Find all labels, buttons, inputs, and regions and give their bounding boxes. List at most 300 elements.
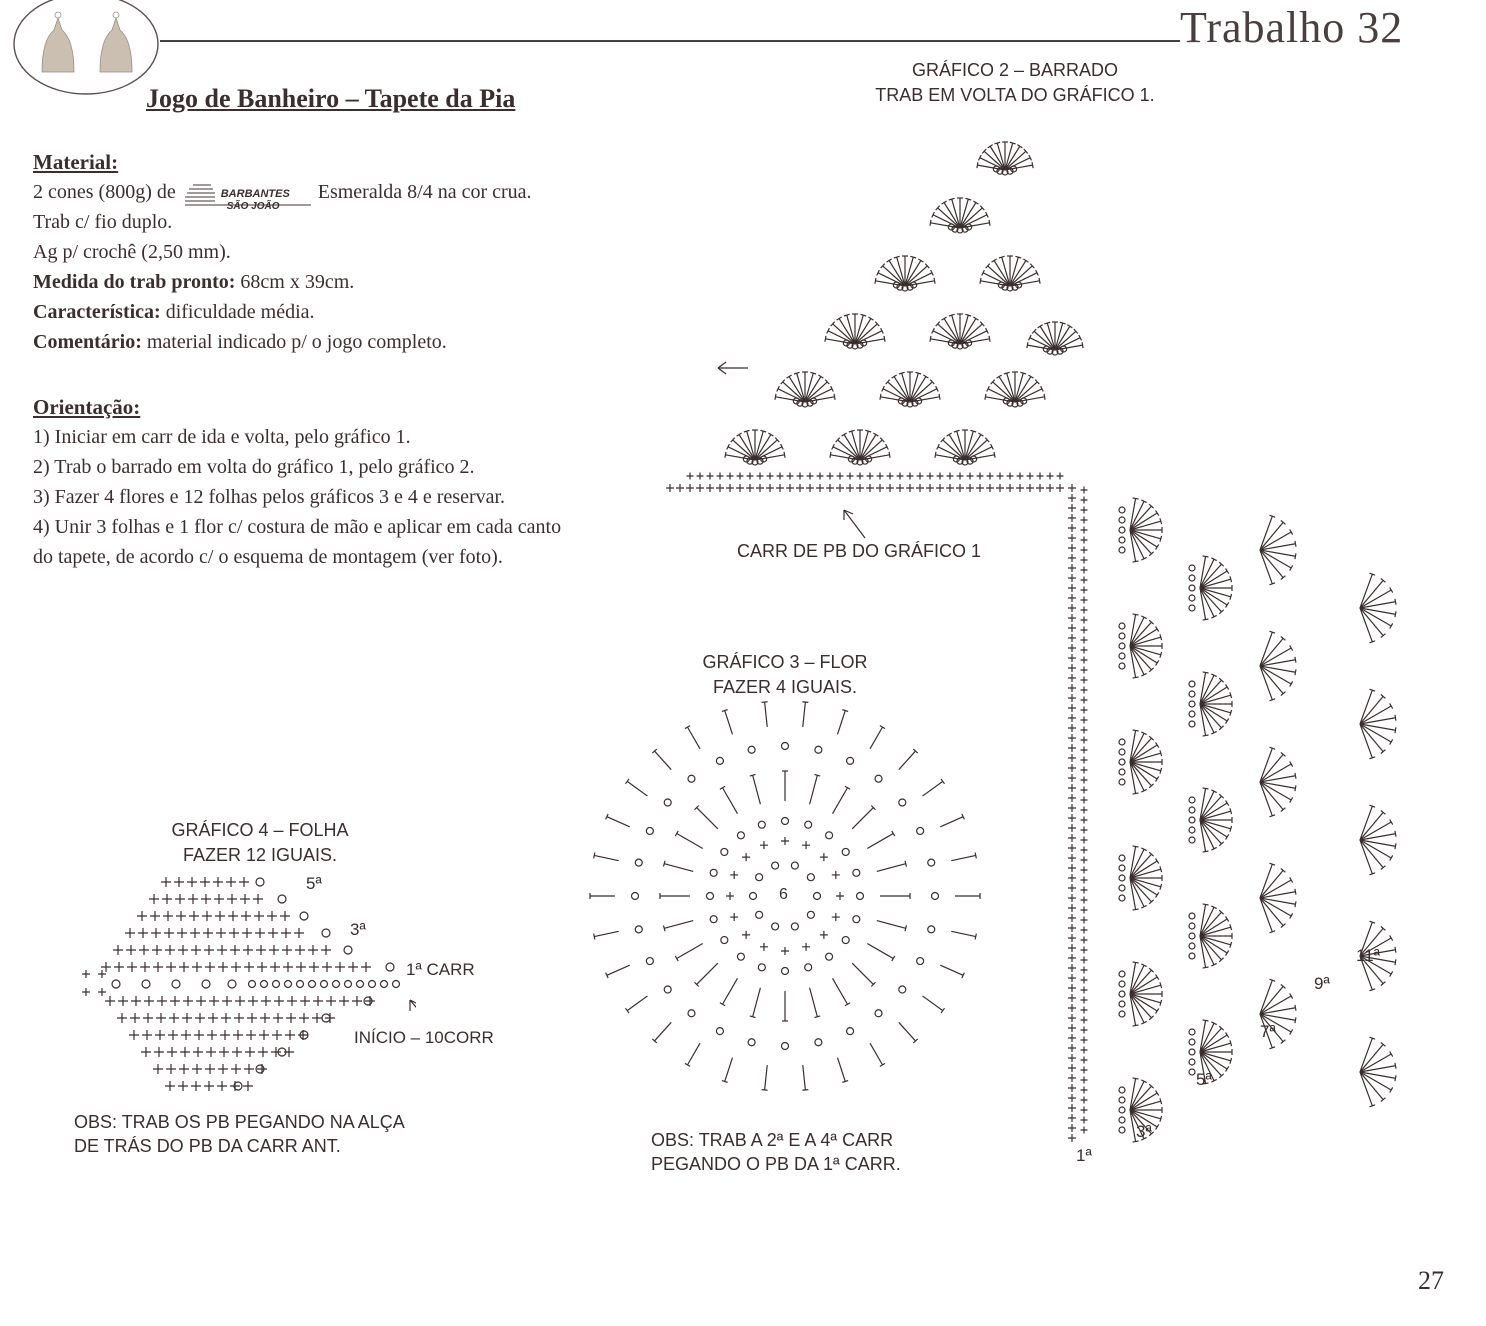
- single-crochet-symbol: [837, 473, 844, 480]
- chain-stitch-symbol: [782, 743, 789, 750]
- single-crochet-symbol: [1081, 667, 1088, 674]
- chain-stitch-symbol: [1119, 895, 1125, 901]
- single-crochet-symbol: [1081, 937, 1088, 944]
- double-crochet-symbol: [1360, 580, 1383, 608]
- double-crochet-top: [744, 430, 750, 432]
- single-crochet-symbol: [976, 484, 984, 492]
- chain-stitch-symbol: [1189, 721, 1195, 727]
- single-crochet-symbol: [1068, 984, 1076, 992]
- single-crochet-symbol: [166, 962, 176, 972]
- brand-name-bottom: SÃO JOÃO: [226, 201, 280, 213]
- single-crochet-symbol: [168, 1030, 178, 1040]
- chain-stitch-symbol: [322, 929, 330, 937]
- single-crochet-symbol: [966, 484, 974, 492]
- single-crochet-symbol: [1068, 994, 1076, 1002]
- double-crochet-top: [1004, 372, 1010, 374]
- single-crochet-symbol: [1068, 1054, 1076, 1062]
- double-crochet-symbol: [870, 1043, 883, 1065]
- double-crochet-symbol: [1260, 754, 1283, 782]
- single-crochet-symbol: [280, 911, 290, 921]
- single-crochet-symbol: [1068, 1074, 1076, 1082]
- double-crochet-symbol: [1260, 666, 1272, 700]
- chain-stitch-symbol: [814, 893, 821, 900]
- single-crochet-symbol: [282, 945, 292, 955]
- double-crochet-top: [1295, 657, 1296, 663]
- double-crochet-symbol: [677, 834, 703, 849]
- double-crochet-top: [1133, 793, 1139, 794]
- chain-stitch-symbol: [710, 916, 717, 923]
- single-crochet-symbol: [967, 473, 974, 480]
- single-crochet-symbol: [857, 473, 864, 480]
- chain-stitch-symbol: [1189, 1049, 1195, 1055]
- double-crochet-top: [949, 314, 955, 316]
- single-crochet-symbol: [259, 1030, 269, 1040]
- double-crochet-top: [1133, 730, 1139, 731]
- single-crochet-symbol: [907, 473, 914, 480]
- single-crochet-symbol: [1068, 884, 1076, 892]
- double-crochet-symbol: [877, 864, 906, 872]
- single-crochet-symbol: [229, 928, 239, 938]
- single-crochet-symbol: [175, 894, 185, 904]
- single-crochet-symbol: [1068, 854, 1076, 862]
- single-crochet-symbol: [205, 1064, 215, 1074]
- single-crochet-symbol: [1068, 784, 1076, 792]
- chain-stitch-symbol: [782, 968, 789, 975]
- single-crochet-symbol: [1081, 807, 1088, 814]
- single-crochet-symbol: [1068, 1124, 1076, 1132]
- single-crochet-symbol: [1081, 1017, 1088, 1024]
- chain-stitch-symbol: [1119, 875, 1125, 881]
- single-crochet-symbol: [1081, 647, 1088, 654]
- single-crochet-symbol: [781, 837, 789, 845]
- chart2-row-label: 9ª: [1314, 974, 1330, 993]
- double-crochet-symbol: [1360, 574, 1372, 608]
- chain-stitch-symbol: [917, 827, 924, 834]
- single-crochet-symbol: [192, 962, 202, 972]
- double-crochet-symbol: [1260, 638, 1283, 666]
- double-crochet-symbol: [838, 1058, 846, 1082]
- single-crochet-symbol: [1057, 473, 1064, 480]
- chart3-note-line: PEGANDO O PB DA 1ª CARR.: [651, 1154, 901, 1174]
- single-crochet-symbol: [181, 1030, 191, 1040]
- single-crochet-symbol: [836, 892, 844, 900]
- chain-stitch-symbol: [791, 862, 798, 869]
- chain-stitch-symbol: [721, 848, 728, 855]
- single-crochet-symbol: [886, 484, 894, 492]
- single-crochet-symbol: [268, 928, 278, 938]
- single-crochet-symbol: [1068, 954, 1076, 962]
- double-crochet-symbol: [664, 864, 693, 872]
- double-crochet-top: [1133, 677, 1139, 678]
- single-crochet-symbol: [193, 1047, 203, 1057]
- double-crochet-top: [1133, 962, 1139, 963]
- double-crochet-top: [875, 278, 876, 284]
- chain-stitch-symbol: [1119, 633, 1125, 639]
- single-crochet-symbol: [707, 473, 714, 480]
- chain-stitch-symbol: [748, 746, 755, 753]
- single-crochet-symbol: [286, 1013, 296, 1023]
- single-crochet-symbol: [1068, 734, 1076, 742]
- double-crochet-symbol: [940, 817, 963, 827]
- double-crochet-symbol: [1260, 782, 1272, 816]
- chart4-leaf-diagram: [76, 862, 416, 1102]
- single-crochet-symbol: [1081, 847, 1088, 854]
- double-crochet-top: [1160, 884, 1162, 890]
- double-crochet-top: [762, 1090, 768, 1091]
- single-crochet-symbol: [986, 484, 994, 492]
- page-title: Jogo de Banheiro – Tapete da Pia: [146, 84, 516, 113]
- chain-stitch-symbol: [758, 821, 765, 828]
- double-crochet-top: [594, 853, 595, 859]
- single-crochet-symbol: [787, 473, 794, 480]
- barbantes-brand-logo: [183, 179, 311, 213]
- single-crochet-symbol: [281, 928, 291, 938]
- single-crochet-symbol: [887, 473, 894, 480]
- double-crochet-top: [935, 452, 936, 458]
- chain-stitch-symbol: [1119, 971, 1125, 977]
- orientation-step: do tapete, de acordo c/ o esquema de montagem (ver foto).: [33, 546, 503, 568]
- chain-stitch-symbol: [842, 848, 849, 855]
- single-crochet-symbol: [131, 996, 141, 1006]
- double-crochet-symbol: [1260, 550, 1272, 584]
- chain-stitch-symbol: [807, 874, 814, 881]
- single-crochet-symbol: [1081, 1037, 1088, 1044]
- single-crochet-symbol: [206, 1047, 216, 1057]
- single-crochet-symbol: [956, 484, 964, 492]
- chain-stitch-symbol: [202, 980, 210, 988]
- single-crochet-symbol: [166, 1064, 176, 1074]
- chart2-row-label: 11ª: [1356, 946, 1380, 965]
- single-crochet-symbol: [117, 1013, 127, 1023]
- single-crochet-symbol: [183, 996, 193, 1006]
- chain-stitch-symbol: [853, 916, 860, 923]
- single-crochet-symbol: [706, 484, 714, 492]
- chart3-subtitle: FAZER 4 IGUAIS.: [712, 677, 858, 697]
- single-crochet-symbol: [866, 484, 874, 492]
- single-crochet-symbol: [129, 1030, 139, 1040]
- chain-stitch-symbol: [805, 964, 812, 971]
- double-crochet-top: [1395, 727, 1396, 733]
- single-crochet-symbol: [195, 1013, 205, 1023]
- single-crochet-symbol: [162, 894, 172, 904]
- chain-stitch-symbol: [710, 869, 717, 876]
- double-crochet-symbol: [1360, 840, 1372, 874]
- material-line-2: Trab c/ fio duplo.: [33, 211, 173, 234]
- double-crochet-symbol: [1360, 608, 1383, 636]
- single-crochet-symbol: [996, 484, 1004, 492]
- chart2-row-label: 5ª: [1196, 1070, 1212, 1089]
- single-crochet-symbol: [1081, 1047, 1088, 1054]
- double-crochet-top: [880, 394, 881, 400]
- single-crochet-symbol: [1081, 1097, 1088, 1104]
- single-crochet-symbol: [697, 473, 704, 480]
- chain-stitch-symbol: [1119, 981, 1125, 987]
- double-crochet-symbol: [1260, 550, 1283, 578]
- single-crochet-symbol: [127, 962, 137, 972]
- single-crochet-symbol: [1068, 554, 1076, 562]
- single-crochet-symbol: [746, 484, 754, 492]
- chain-stitch-symbol: [386, 963, 394, 971]
- double-crochet-top: [825, 336, 826, 342]
- double-crochet-top: [1015, 256, 1021, 258]
- single-crochet-symbol: [856, 484, 864, 492]
- single-crochet-symbol: [240, 894, 250, 904]
- double-crochet-top: [941, 779, 945, 784]
- double-crochet-top: [1203, 904, 1209, 905]
- single-crochet-symbol: [209, 996, 219, 1006]
- single-crochet-symbol: [178, 1081, 188, 1091]
- single-crochet-symbol: [1068, 684, 1076, 692]
- double-crochet-top: [1295, 785, 1296, 791]
- single-crochet-symbol: [1081, 537, 1088, 544]
- single-crochet-symbol: [1068, 1084, 1076, 1092]
- chart4-subtitle: FAZER 12 IGUAIS.: [182, 845, 338, 865]
- single-crochet-symbol: [151, 928, 161, 938]
- single-crochet-symbol: [246, 1030, 256, 1040]
- chart2-title: GRÁFICO 2 – BARRADO: [911, 60, 1119, 80]
- double-crochet-symbol: [1360, 696, 1383, 724]
- double-crochet-top: [1230, 692, 1232, 698]
- double-crochet-top: [1230, 942, 1232, 948]
- single-crochet-symbol: [797, 473, 804, 480]
- single-crochet-symbol: [1068, 674, 1076, 682]
- single-crochet-symbol: [906, 484, 914, 492]
- chain-stitch-symbol: [345, 981, 352, 988]
- chain-stitch-symbol: [1189, 827, 1195, 833]
- double-crochet-top: [663, 925, 665, 931]
- chain-stitch-symbol: [664, 799, 671, 806]
- single-crochet-symbol: [1068, 514, 1076, 522]
- double-crochet-top: [975, 853, 976, 859]
- single-crochet-symbol: [215, 911, 225, 921]
- single-crochet-symbol: [1068, 764, 1076, 772]
- single-crochet-symbol: [1006, 484, 1014, 492]
- double-crochet-top: [1133, 614, 1139, 615]
- double-crochet-symbol: [1260, 522, 1283, 550]
- single-crochet-symbol: [245, 1047, 255, 1057]
- chart2-arrow-label: CARR DE PB DO GRÁFICO 1: [737, 541, 982, 561]
- double-crochet-top: [1203, 1020, 1209, 1021]
- single-crochet-symbol: [1081, 1107, 1088, 1114]
- chain-stitch-symbol: [297, 981, 304, 988]
- chain-stitch-symbol: [826, 953, 833, 960]
- single-crochet-symbol: [202, 911, 212, 921]
- single-crochet-symbol: [1068, 1104, 1076, 1112]
- double-crochet-symbol: [899, 751, 916, 770]
- chart2-row-label: 7ª: [1260, 1022, 1276, 1041]
- single-crochet-symbol: [118, 996, 128, 1006]
- single-crochet-symbol: [1068, 614, 1076, 622]
- chain-stitch-symbol: [1119, 527, 1125, 533]
- single-crochet-symbol: [130, 1013, 140, 1023]
- single-crochet-symbol: [270, 962, 280, 972]
- single-crochet-symbol: [1068, 934, 1076, 942]
- double-crochet-top: [1230, 1058, 1232, 1064]
- single-crochet-symbol: [1068, 564, 1076, 572]
- chart2-row-label: 1ª: [1076, 1146, 1092, 1165]
- single-crochet-symbol: [283, 962, 293, 972]
- double-crochet-top: [1133, 1025, 1139, 1026]
- double-crochet-top: [1160, 1000, 1162, 1006]
- chain-stitch-symbol: [321, 981, 328, 988]
- chart4-row5-label: 5ª: [306, 874, 322, 893]
- double-crochet-top: [994, 452, 995, 458]
- single-crochet-symbol: [760, 841, 768, 849]
- double-crochet-top: [1203, 735, 1209, 736]
- double-crochet-top: [975, 934, 976, 940]
- chain-stitch-symbol: [917, 958, 924, 965]
- double-crochet-symbol: [1360, 724, 1372, 758]
- double-crochet-symbol: [1260, 986, 1283, 1014]
- single-crochet-symbol: [299, 1013, 309, 1023]
- single-crochet-symbol: [1068, 1134, 1076, 1142]
- single-crochet-symbol: [817, 473, 824, 480]
- single-crochet-symbol: [274, 996, 284, 1006]
- single-crochet-symbol: [230, 945, 240, 955]
- single-crochet-symbol: [217, 1081, 227, 1091]
- double-crochet-top: [865, 430, 871, 432]
- single-crochet-symbol: [1068, 494, 1076, 502]
- single-crochet-symbol: [676, 484, 684, 492]
- chart4-note-line: OBS: TRAB OS PB PEGANDO NA ALÇA: [74, 1112, 405, 1132]
- chart4-note: [74, 1110, 405, 1158]
- double-crochet-symbol: [803, 702, 806, 727]
- double-crochet-symbol: [725, 711, 733, 735]
- double-crochet-symbol: [867, 944, 893, 959]
- chain-stitch-symbol: [1119, 663, 1125, 669]
- double-crochet-symbol: [867, 834, 893, 849]
- single-crochet-symbol: [1081, 947, 1088, 954]
- chain-stitch-symbol: [782, 1043, 789, 1050]
- double-crochet-top: [1230, 808, 1232, 814]
- chain-stitch-symbol: [172, 980, 180, 988]
- single-crochet-symbol: [1081, 737, 1088, 744]
- single-crochet-symbol: [213, 877, 223, 887]
- chain-stitch-symbol: [807, 911, 814, 918]
- chain-stitch-symbol: [369, 981, 376, 988]
- chain-stitch-symbol: [899, 799, 906, 806]
- double-crochet-symbol: [810, 775, 818, 804]
- single-crochet-symbol: [163, 911, 173, 921]
- chain-stitch-symbol: [1189, 1059, 1195, 1065]
- single-crochet-symbol: [1081, 577, 1088, 584]
- double-crochet-top: [860, 314, 866, 316]
- single-crochet-symbol: [241, 911, 251, 921]
- chain-stitch-symbol: [875, 775, 882, 782]
- single-crochet-symbol: [144, 996, 154, 1006]
- single-crochet-symbol: [269, 945, 279, 955]
- single-crochet-symbol: [200, 877, 210, 887]
- chain-stitch-symbol: [1189, 605, 1195, 611]
- double-crochet-top: [994, 142, 1000, 144]
- chain-stitch-symbol: [899, 986, 906, 993]
- chain-stitch-symbol: [928, 926, 935, 933]
- single-crochet-symbol: [247, 1013, 257, 1023]
- chain-stitch-symbol: [309, 981, 316, 988]
- double-crochet-symbol: [852, 963, 873, 984]
- single-crochet-symbol: [188, 894, 198, 904]
- chain-stitch-symbol: [1119, 885, 1125, 891]
- chain-stitch-symbol: [357, 981, 364, 988]
- chain-stitch-symbol: [1119, 1117, 1125, 1123]
- single-crochet-symbol: [143, 1013, 153, 1023]
- material-heading: Material:: [33, 150, 119, 174]
- single-crochet-symbol: [1081, 717, 1088, 724]
- single-crochet-symbol: [877, 473, 884, 480]
- chain-stitch-symbol: [646, 827, 653, 834]
- single-crochet-symbol: [191, 945, 201, 955]
- double-crochet-top: [1203, 619, 1209, 620]
- single-crochet-symbol: [767, 473, 774, 480]
- single-crochet-symbol: [126, 945, 136, 955]
- chain-stitch-symbol: [1119, 739, 1125, 745]
- single-crochet-symbol: [1081, 837, 1088, 844]
- single-crochet-symbol: [1081, 547, 1088, 554]
- single-crochet-symbol: [217, 945, 227, 955]
- chain-stitch-symbol: [758, 964, 765, 971]
- page-number: 27: [1418, 1266, 1444, 1295]
- chain-stitch-symbol: [1189, 913, 1195, 919]
- single-crochet-symbol: [781, 947, 789, 955]
- single-crochet-symbol: [1081, 497, 1088, 504]
- single-crochet-symbol: [730, 913, 738, 921]
- single-crochet-symbol: [98, 988, 106, 996]
- chain-stitch-symbol: [1189, 837, 1195, 843]
- size-label: Medida do trab pronto:: [33, 271, 236, 294]
- single-crochet-symbol: [1068, 644, 1076, 652]
- single-crochet-symbol: [917, 473, 924, 480]
- double-crochet-top: [1133, 561, 1139, 562]
- double-crochet-symbol: [1260, 870, 1283, 898]
- chain-stitch-symbol: [716, 1028, 723, 1035]
- single-crochet-symbol: [226, 877, 236, 887]
- single-crochet-symbol: [760, 943, 768, 951]
- single-crochet-symbol: [896, 484, 904, 492]
- header-rule: [160, 40, 1180, 42]
- chain-stitch-symbol: [756, 911, 763, 918]
- chain-stitch-symbol: [716, 757, 723, 764]
- chain-stitch-symbol: [756, 874, 763, 881]
- chain-stitch-symbol: [1119, 1127, 1125, 1133]
- single-crochet-symbol: [207, 1030, 217, 1040]
- single-crochet-symbol: [1081, 857, 1088, 864]
- single-crochet-symbol: [1081, 1057, 1088, 1064]
- single-crochet-symbol: [1068, 714, 1076, 722]
- single-crochet-symbol: [352, 996, 362, 1006]
- single-crochet-symbol: [716, 484, 724, 492]
- chain-stitch-symbol: [381, 981, 388, 988]
- single-crochet-symbol: [730, 871, 738, 879]
- chart4-row3-label: 3ª: [350, 920, 366, 939]
- single-crochet-symbol: [916, 484, 924, 492]
- chain-stitch-symbol: [1189, 595, 1195, 601]
- double-crochet-symbol: [627, 996, 647, 1011]
- chain-stitch-symbol: [737, 832, 744, 839]
- double-crochet-top: [1295, 889, 1296, 895]
- single-crochet-symbol: [1068, 624, 1076, 632]
- chart2-caption: [860, 58, 1170, 108]
- single-crochet-symbol: [214, 894, 224, 904]
- single-crochet-symbol: [255, 928, 265, 938]
- double-crochet-top: [1295, 1017, 1296, 1023]
- single-crochet-symbol: [242, 928, 252, 938]
- single-crochet-symbol: [1081, 747, 1088, 754]
- double-crochet-symbol: [688, 727, 701, 749]
- single-crochet-symbol: [876, 484, 884, 492]
- double-crochet-top: [1010, 142, 1016, 144]
- double-crochet-top: [930, 336, 931, 342]
- chain-stitch-symbol: [772, 923, 779, 930]
